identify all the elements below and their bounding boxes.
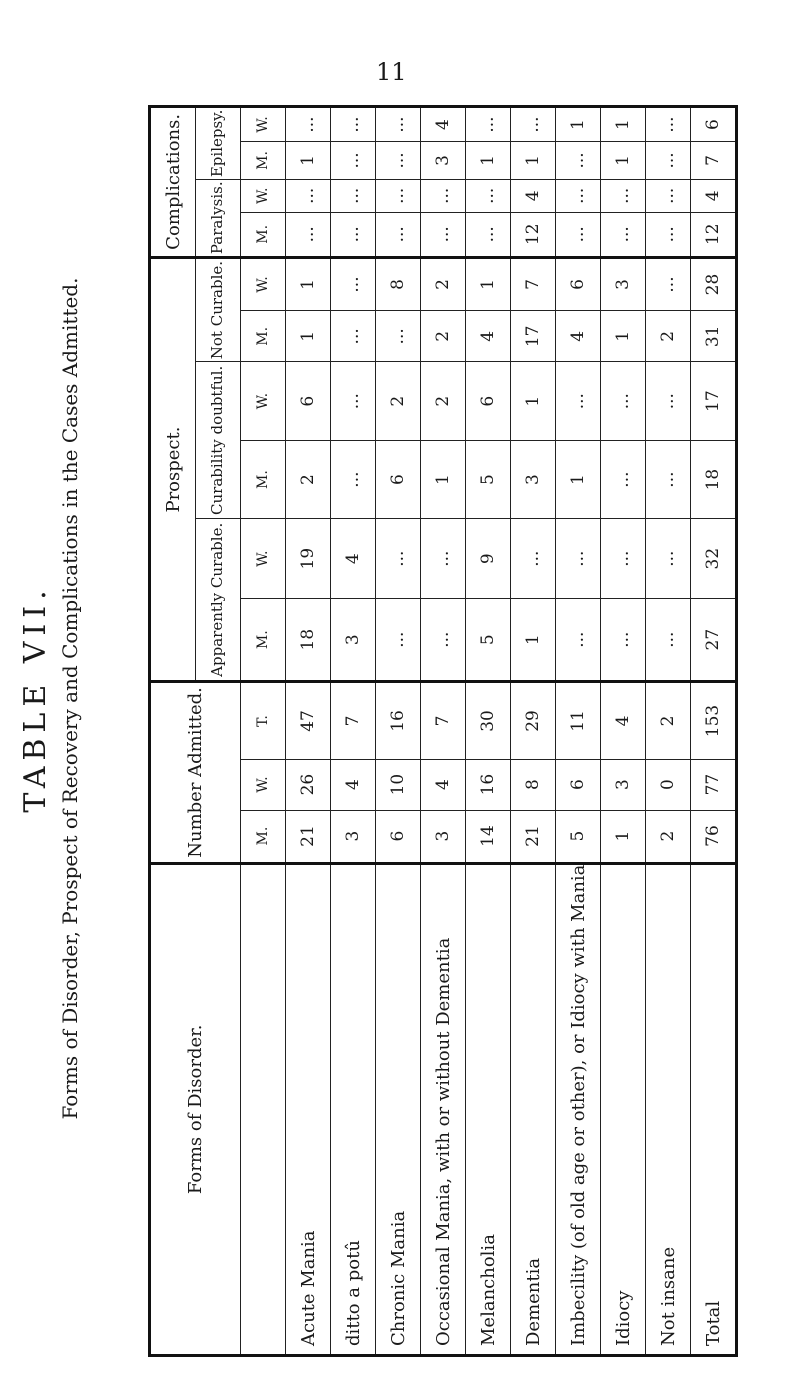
table-row [421,107,466,1356]
cell-nc-m: 2 [421,311,466,362]
m-header: M. [241,440,286,518]
m-header: M. [241,810,286,863]
cell-cd-w: 17 [691,362,737,440]
cell-cd-m: 1 [556,440,601,518]
form-name: ditto a potû [331,863,376,1355]
cell-ac-m: 27 [691,599,737,682]
cell-nc-m: 17 [511,311,556,362]
cell-t: 7 [421,682,466,759]
table-body [286,107,737,1356]
form-name: Idiocy [601,863,646,1355]
blank-cell [241,863,286,1355]
w-header: W. [241,362,286,440]
cell-w: 26 [286,759,331,810]
cell-w: 3 [601,759,646,810]
cell-pa-m: ... [556,212,601,257]
cell-pa-m: ... [646,212,691,257]
cell-pa-w: ... [421,179,466,212]
cell-w: 4 [331,759,376,810]
table-row [601,107,646,1356]
cell-ac-m: 18 [286,599,331,682]
cell-cd-m: 1 [421,440,466,518]
cell-cd-m: ... [601,440,646,518]
w-header: W. [241,107,286,142]
cell-m: 6 [376,810,421,863]
form-name: Chronic Mania [376,863,421,1355]
cell-pa-m: ... [331,212,376,257]
cell-nc-m: 4 [466,311,511,362]
cell-nc-w: ... [331,257,376,310]
cell-m: 1 [601,810,646,863]
cell-nc-w: 28 [691,257,737,310]
cell-pa-w: ... [601,179,646,212]
cell-ep-m: 1 [286,142,331,180]
cell-w: 16 [466,759,511,810]
cell-ac-w: ... [376,519,421,599]
cell-ep-w: 1 [601,107,646,142]
cell-t: 153 [691,682,737,759]
cell-ep-m: 1 [466,142,511,180]
cell-t: 4 [601,682,646,759]
cell-ep-w: ... [376,107,421,142]
cell-w: 6 [556,759,601,810]
cell-ac-m: 3 [331,599,376,682]
cell-ep-w: ... [466,107,511,142]
prospect-header: Prospect. [150,257,196,682]
curability-doubtful-header: Curability doubtful. [196,362,241,519]
cell-pa-w: 4 [511,179,556,212]
cell-cd-m: 5 [466,440,511,518]
cell-ep-m: 1 [601,142,646,180]
cell-ac-w: ... [511,519,556,599]
cell-ep-w: ... [286,107,331,142]
cell-ac-m: 1 [511,599,556,682]
cell-ep-w: 1 [556,107,601,142]
cell-w: 4 [421,759,466,810]
cell-pa-m: ... [286,212,331,257]
cell-t: 11 [556,682,601,759]
cell-cd-w: ... [601,362,646,440]
cell-m: 14 [466,810,511,863]
cell-t: 47 [286,682,331,759]
cell-nc-w: 6 [556,257,601,310]
cell-pa-w: ... [556,179,601,212]
cell-t: 7 [331,682,376,759]
epilepsy-header: Epilepsy. [196,107,241,180]
cell-ac-m: ... [556,599,601,682]
cell-cd-w: 1 [511,362,556,440]
cell-t: 29 [511,682,556,759]
cell-nc-w: 3 [601,257,646,310]
cell-cd-w: 6 [466,362,511,440]
cell-ac-w: 19 [286,519,331,599]
cell-w: 10 [376,759,421,810]
form-name: Dementia [511,863,556,1355]
w-header: W. [241,759,286,810]
m-header: M. [241,311,286,362]
cell-nc-w: 1 [286,257,331,310]
cell-nc-m: ... [376,311,421,362]
cell-cd-w: 6 [286,362,331,440]
table-row [511,107,556,1356]
cell-nc-m: 31 [691,311,737,362]
cell-pa-w: ... [646,179,691,212]
table-row [556,107,601,1356]
form-name: Total [691,863,737,1355]
form-name: Occasional Mania, with or without Dementia [421,863,466,1355]
cell-pa-m: 12 [511,212,556,257]
cell-ep-w: 4 [421,107,466,142]
cell-cd-m: ... [331,440,376,518]
cell-ac-w: ... [646,519,691,599]
cell-m: 76 [691,810,737,863]
apparently-curable-header: Apparently Curable. [196,519,241,682]
cell-ep-m: ... [646,142,691,180]
cell-pa-m: 12 [691,212,737,257]
cell-m: 21 [511,810,556,863]
cell-ep-m: 1 [511,142,556,180]
cell-cd-m: 2 [286,440,331,518]
cell-w: 77 [691,759,737,810]
w-header: W. [241,179,286,212]
cell-nc-m: 1 [286,311,331,362]
cell-ac-w: 4 [331,519,376,599]
cell-ac-m: 5 [466,599,511,682]
cell-pa-m: ... [601,212,646,257]
w-header: W. [241,519,286,599]
cell-cd-m: 3 [511,440,556,518]
cell-pa-w: ... [376,179,421,212]
cell-m: 2 [646,810,691,863]
cell-ac-w: 32 [691,519,737,599]
cell-nc-m: ... [331,311,376,362]
cell-nc-m: 4 [556,311,601,362]
cell-ac-m: ... [421,599,466,682]
table-subtitle: Forms of Disorder, Prospect of Recovery and Complications in the Cases Admitted. [58,277,82,1120]
cell-ac-w: 9 [466,519,511,599]
cell-w: 0 [646,759,691,810]
table-row [286,107,331,1356]
table-row [466,107,511,1356]
complications-header: Complications. [150,107,196,258]
cell-ac-m: ... [376,599,421,682]
cell-m: 3 [331,810,376,863]
cell-pa-m: ... [466,212,511,257]
cell-nc-m: 2 [646,311,691,362]
cell-m: 5 [556,810,601,863]
form-name: Imbecility (of old age or other), or Idiocy with Mania [556,863,601,1355]
cell-ep-w: ... [646,107,691,142]
cell-ep-m: ... [556,142,601,180]
number-admitted-header: Number Admitted. [150,682,241,863]
form-name: Not insane [646,863,691,1355]
cell-cd-m: 18 [691,440,737,518]
total-row [691,107,737,1356]
cell-w: 8 [511,759,556,810]
cell-pa-w: ... [466,179,511,212]
cell-cd-w: 2 [376,362,421,440]
form-name: Acute Mania [286,863,331,1355]
cell-cd-w: ... [646,362,691,440]
cell-ep-m: 7 [691,142,737,180]
cell-m: 3 [421,810,466,863]
cell-nc-w: 1 [466,257,511,310]
disorder-table [148,105,738,1357]
table-row [376,107,421,1356]
cell-nc-w: 2 [421,257,466,310]
cell-ep-m: ... [331,142,376,180]
cell-t: 30 [466,682,511,759]
cell-pa-w: ... [286,179,331,212]
w-header: W. [241,257,286,310]
form-name: Melancholia [466,863,511,1355]
m-header: M. [241,142,286,180]
cell-cd-w: 2 [421,362,466,440]
cell-ep-w: ... [331,107,376,142]
cell-pa-w: ... [331,179,376,212]
cell-cd-w: ... [556,362,601,440]
cell-nc-w: 7 [511,257,556,310]
cell-ac-w: ... [601,519,646,599]
cell-ep-m: 3 [421,142,466,180]
m-header: M. [241,212,286,257]
cell-ac-w: ... [556,519,601,599]
table-row [646,107,691,1356]
not-curable-header: Not Curable. [196,257,241,362]
t-header: T. [241,682,286,759]
cell-ac-m: ... [646,599,691,682]
cell-ac-m: ... [601,599,646,682]
cell-ep-w: ... [511,107,556,142]
cell-nc-w: ... [646,257,691,310]
cell-pa-w: 4 [691,179,737,212]
cell-pa-m: ... [421,212,466,257]
cell-t: 16 [376,682,421,759]
table-row [331,107,376,1356]
cell-nc-w: 8 [376,257,421,310]
cell-m: 21 [286,810,331,863]
cell-ac-w: ... [421,519,466,599]
cell-nc-m: 1 [601,311,646,362]
page-number: 11 [376,58,407,86]
cell-cd-m: ... [646,440,691,518]
cell-cd-m: 6 [376,440,421,518]
cell-t: 2 [646,682,691,759]
table-title: TABLE VII. [18,584,53,813]
forms-header: Forms of Disorder. [150,863,241,1355]
cell-ep-m: ... [376,142,421,180]
m-header: M. [241,599,286,682]
paralysis-header: Paralysis. [196,179,241,257]
cell-cd-w: ... [331,362,376,440]
cell-ep-w: 6 [691,107,737,142]
cell-pa-m: ... [376,212,421,257]
